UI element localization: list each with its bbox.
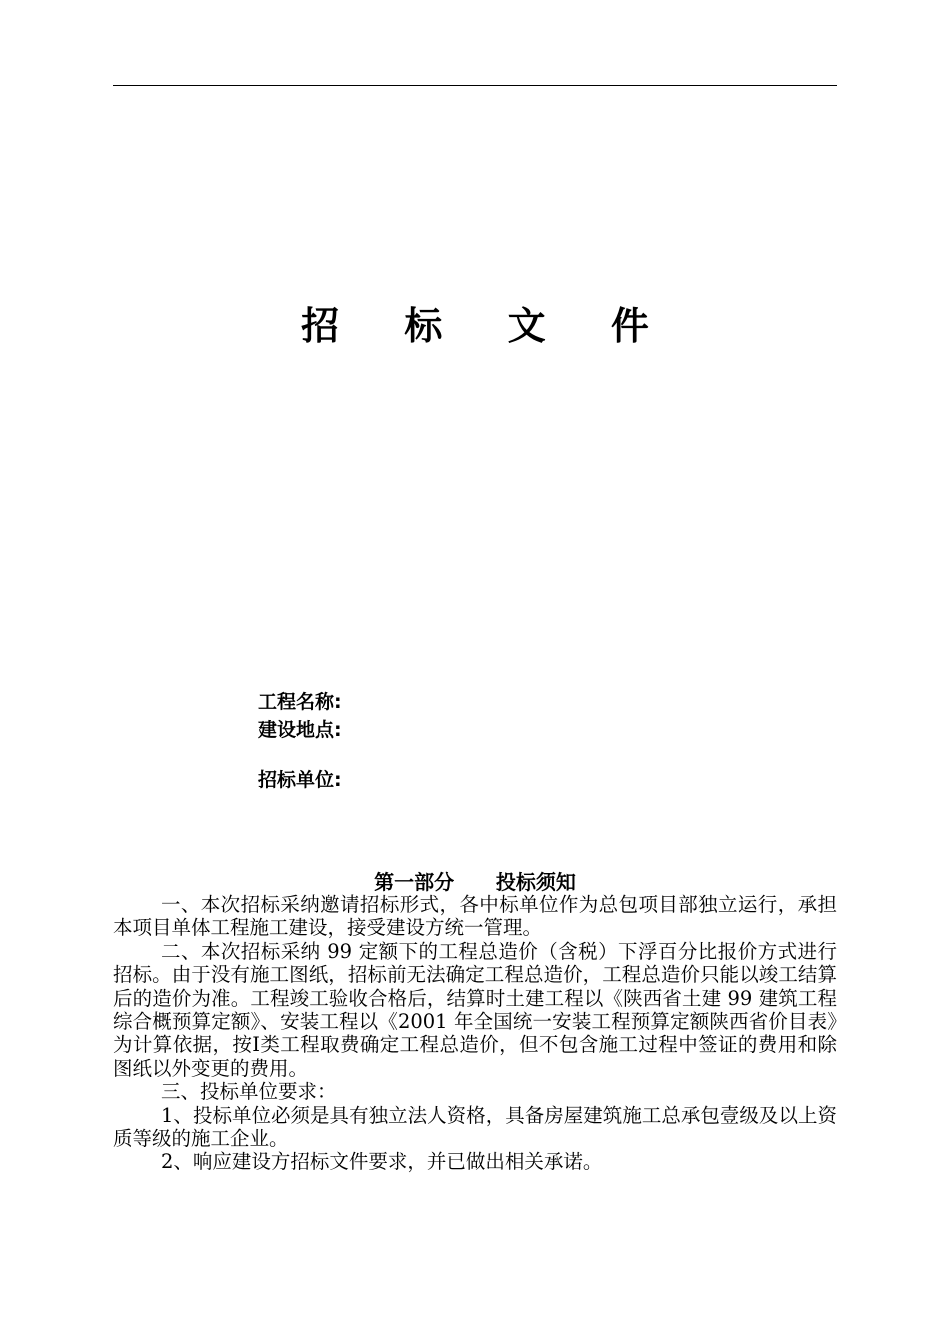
document-title: 招 标 文 件 (301, 304, 675, 348)
paragraph-requirement-1: 1、投标单位必须是具有独立法人资格，具备房屋建筑施工总承包壹级及以上资质等级的施工企业。 (113, 1103, 837, 1151)
section-body (113, 893, 837, 1174)
project-name-label: 工程名称: (258, 691, 342, 713)
section-heading: 第一部分 投标须知 (374, 870, 576, 894)
bidding-unit-label: 招标单位: (258, 769, 342, 791)
header-rule (113, 85, 837, 86)
paragraph-pricing-method: 二、本次招标采纳 99 定额下的工程总造价（含税）下浮百分比报价方式进行招标。由于没有施工图纸，招标前无法确定工程总造价，工程总造价只能以竣工结算后的造价为准。工程竣工验收合格后，结算时土建工程以《陕西省土建 99 建筑工程综合概预算定额》、安装工程以《2001 年全国统一安装工程预算定额陕西省价目表》为计算依据，按Ⅰ类工程取费确定工程总造价，但不包含施工过程中签证的费用和除图纸以外变更的费用。 (113, 939, 837, 1080)
paragraph-invitation-method: 一、本次招标采纳邀请招标形式，各中标单位作为总包项目部独立运行，承担本项目单体工程施工建设，接受建设方统一管理。 (113, 893, 837, 940)
construction-location-label: 建设地点: (258, 719, 342, 741)
paragraph-bidder-requirements-heading: 三、投标单位要求： (161, 1080, 337, 1104)
paragraph-requirement-2: 2、响应建设方招标文件要求，并已做出相关承诺。 (161, 1150, 603, 1174)
